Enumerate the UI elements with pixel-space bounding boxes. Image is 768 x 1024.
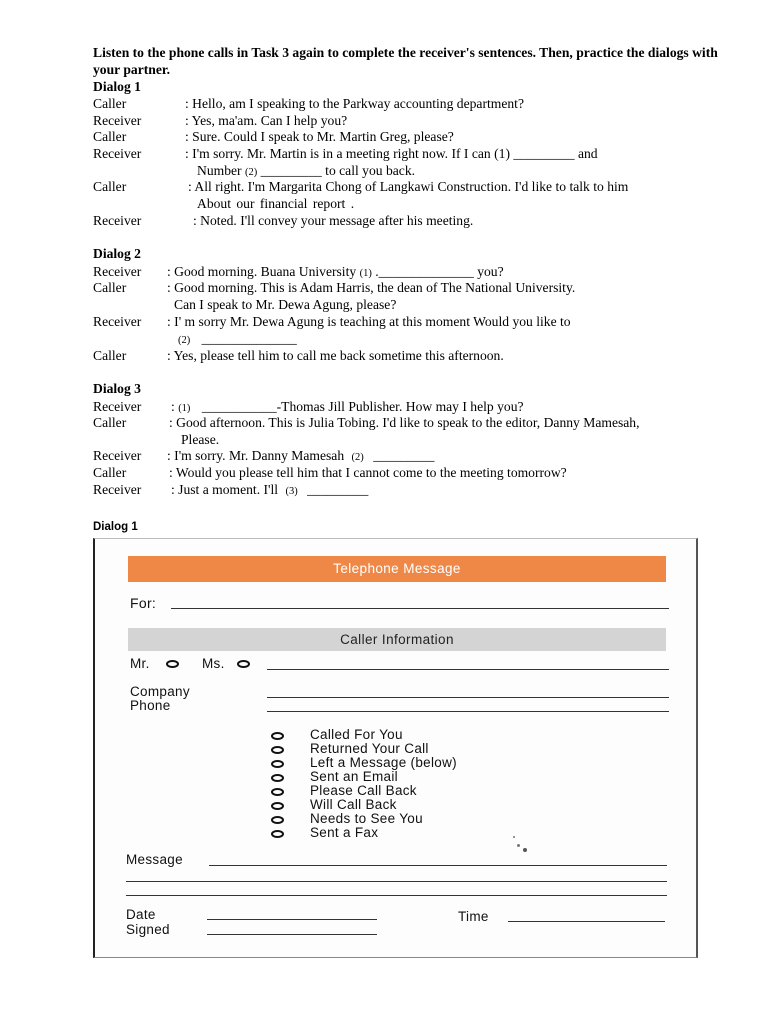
speaker: Caller — [93, 348, 127, 363]
message-field[interactable] — [126, 881, 667, 882]
blank-marker: (3) — [285, 486, 298, 497]
option-label: Will Call Back — [310, 797, 397, 812]
utterance: : Good afternoon. This is Julia Tobing. I'd like to speak to the editor, Danny Mamesah, — [169, 415, 640, 430]
date-field[interactable] — [207, 919, 377, 920]
option-radio[interactable] — [271, 746, 284, 754]
paper-smudge — [513, 836, 515, 838]
continuation-line: Number (2) _________ to call you back. — [197, 163, 416, 178]
option-radio[interactable] — [271, 760, 284, 768]
continuation-line: About our financial report . — [197, 196, 355, 211]
message-label: Message — [126, 852, 183, 867]
company-field[interactable] — [267, 697, 669, 698]
ms-label: Ms. — [202, 656, 225, 671]
option-radio[interactable] — [271, 802, 284, 810]
blank-marker: (1) — [178, 403, 191, 414]
utterance: : Yes, ma'am. Can I help you? — [185, 113, 348, 128]
utterance: : All right. I'm Margarita Chong of Langkawi Construction. I'd like to talk to him — [188, 179, 629, 194]
continuation-line: (2) ______________ — [178, 331, 297, 346]
company-label: Company — [130, 684, 190, 699]
speaker: Caller — [93, 280, 127, 295]
dialog1-heading: Dialog 1 — [93, 79, 141, 94]
caller-information-heading: Caller Information — [340, 632, 454, 647]
phone-field[interactable] — [267, 711, 669, 712]
utterance: : Good morning. This is Adam Harris, the dean of The National University. — [167, 280, 576, 295]
blank-marker: (1) — [359, 268, 372, 279]
speaker: Caller — [93, 465, 127, 480]
speaker: Caller — [93, 179, 127, 194]
blank-marker: (2) — [178, 335, 191, 346]
utterance: : Sure. Could I speak to Mr. Martin Greg, please? — [185, 129, 454, 144]
for-label: For: — [130, 595, 157, 611]
speaker: Receiver — [93, 113, 142, 128]
continuation-line: Please. — [181, 432, 220, 447]
option-radio[interactable] — [271, 816, 284, 824]
utterance: : Just a moment. I'll (3) _________ — [171, 482, 369, 497]
time-field[interactable] — [508, 921, 665, 922]
time-label: Time — [458, 909, 489, 924]
speaker: Receiver — [93, 146, 142, 161]
speaker: Receiver — [93, 399, 142, 414]
option-label: Called For You — [310, 727, 403, 742]
dialog3-heading: Dialog 3 — [93, 381, 141, 396]
message-field[interactable] — [209, 865, 667, 866]
ms-radio[interactable] — [237, 660, 250, 668]
speaker: Receiver — [93, 264, 142, 279]
option-radio[interactable] — [271, 830, 284, 838]
utterance: : (1) ___________-Thomas Jill Publisher. How may I help you? — [171, 399, 524, 414]
paper-smudge — [517, 844, 520, 847]
utterance: : Yes, please tell him to call me back sometime this afternoon. — [167, 348, 504, 363]
speaker: Caller — [93, 415, 127, 430]
option-label: Needs to See You — [310, 811, 423, 826]
caller-information-bar — [128, 628, 666, 651]
continuation-line: Can I speak to Mr. Dewa Agung, please? — [174, 297, 397, 312]
utterance: : I' m sorry Mr. Dewa Agung is teaching at this moment Would you like to — [167, 314, 571, 329]
message-field[interactable] — [126, 895, 667, 896]
speaker: Receiver — [93, 314, 142, 329]
option-radio[interactable] — [271, 774, 284, 782]
mr-label: Mr. — [130, 656, 150, 671]
telephone-message-form — [93, 538, 698, 958]
option-label: Sent a Fax — [310, 825, 379, 840]
date-label: Date — [126, 907, 156, 922]
option-label: Please Call Back — [310, 783, 417, 798]
utterance: : Good morning. Buana University (1) .______________ you? — [167, 264, 504, 279]
signed-label: Signed — [126, 922, 170, 937]
speaker: Receiver — [93, 448, 142, 463]
paper-smudge — [523, 848, 527, 852]
phone-label: Phone — [130, 698, 171, 713]
speaker: Caller — [93, 129, 127, 144]
form-title: Telephone Message — [333, 561, 461, 576]
speaker: Receiver — [93, 213, 142, 228]
utterance: : I'm sorry. Mr. Danny Mamesah (2) _________ — [167, 448, 435, 463]
instructions: Listen to the phone calls in Task 3 again to complete the receiver's sentences. Then, practice the dialogs with your partner. — [93, 45, 718, 77]
mr-radio[interactable] — [166, 660, 179, 668]
option-label: Sent an Email — [310, 769, 398, 784]
name-field[interactable] — [267, 669, 669, 670]
form-dialog-label: Dialog 1 — [93, 521, 138, 533]
blank-marker: (2) — [351, 452, 364, 463]
utterance: : I'm sorry. Mr. Martin is in a meeting right now. If I can (1) _________ and — [185, 146, 598, 161]
option-radio[interactable] — [271, 788, 284, 796]
signed-field[interactable] — [207, 934, 377, 935]
utterance: : Hello, am I speaking to the Parkway accounting department? — [185, 96, 524, 111]
speaker: Receiver — [93, 482, 142, 497]
utterance: : Noted. I'll convey your message after his meeting. — [193, 213, 474, 228]
for-field[interactable] — [171, 608, 669, 609]
dialog2-heading: Dialog 2 — [93, 246, 141, 261]
option-radio[interactable] — [271, 732, 284, 740]
option-label: Left a Message (below) — [310, 755, 457, 770]
option-label: Returned Your Call — [310, 741, 429, 756]
blank-marker: (2) — [244, 167, 258, 178]
speaker: Caller — [93, 96, 127, 111]
form-title-bar — [128, 556, 666, 582]
utterance: : Would you please tell him that I cannot come to the meeting tomorrow? — [169, 465, 567, 480]
